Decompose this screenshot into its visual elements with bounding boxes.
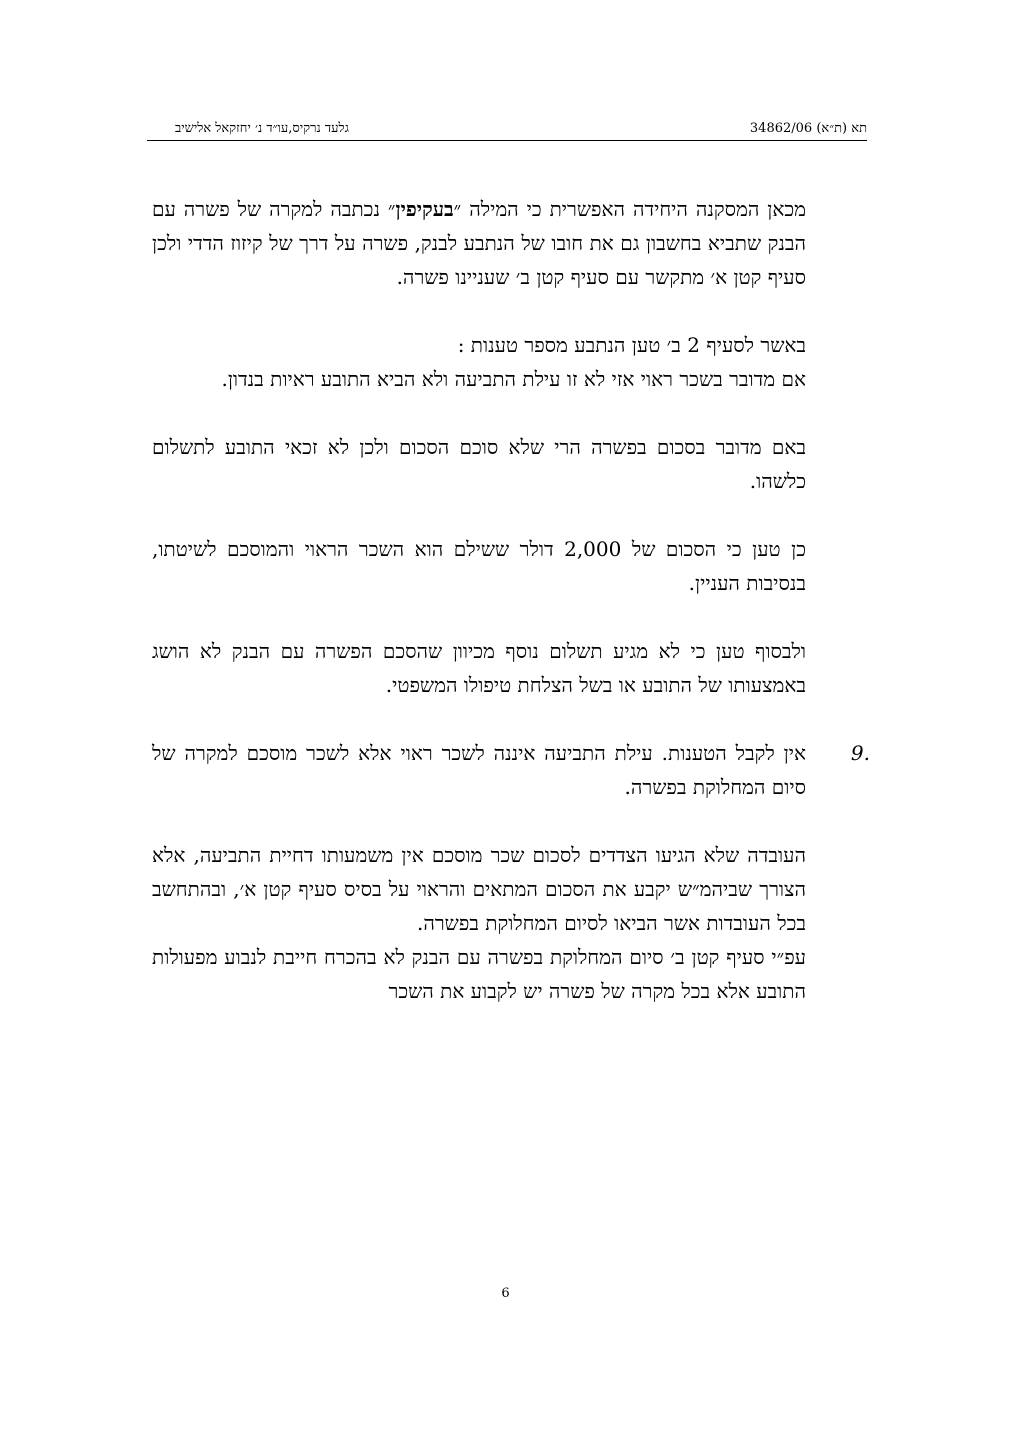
paragraph-claim-final: ולבסוף טען כי לא מגיע תשלום נוסף מכיוון שהסכם הפשרה עם הבנק לא הושג באמצעותו של התובע או בשל הצלחת טיפולו המשפטי. bbox=[152, 639, 806, 697]
case-title: גלעד נרקיס,עו״ד נ׳ יחזקאל אלישיב bbox=[175, 121, 349, 136]
case-number: תא (ת״א) 34862/06 bbox=[749, 121, 867, 136]
page-number: 6 bbox=[501, 1286, 510, 1301]
numbered-paragraph-text: אין לקבל הטענות. עילת התביעה איננה לשכר ראוי אלא לשכר מוסכם למקרה של סיום המחלוקת בפשרה. bbox=[152, 741, 806, 799]
paragraph-claim-fair-fee: אם מדובר בשכר ראוי אזי לא זו עילת התביעה ולא הביא התובע ראיות בנדון. bbox=[221, 367, 806, 391]
paragraph-agreed-fee: העובדה שלא הגיעו הצדדים לסכום שכר מוסכם אין משמעותו דחיית התביעה, אלא הצורך שביהמ״ש יקבע את הסכום המתאים והראוי על בסיס סעיף קטן א׳, ובהתחשב בכל העובדות אשר הביאו לסיום המחלוקת בפשרה. bbox=[152, 843, 806, 935]
page-header bbox=[147, 118, 867, 141]
paragraph-conclusion-start: מכאן המסקנה היחידה האפשרית כי המילה ״ bbox=[453, 197, 807, 221]
emphasized-word: בעקיפין bbox=[395, 197, 454, 221]
document-body bbox=[152, 192, 870, 1008]
paragraph-number: 9. bbox=[850, 741, 870, 765]
paragraph-claim-amount: כן טען כי הסכום של 2,000 דולר ששילם הוא השכר הראוי והמוסכם לשיטתו, בנסיבות העניין. bbox=[152, 537, 806, 595]
paragraph-conclusion bbox=[152, 192, 806, 294]
paragraph-subsection-b: עפ״י סעיף קטן ב׳ סיום המחלוקת בפשרה עם הבנק לא בהכרח חייבת לנבוע מפעולות התובע אלא בכל מקרה של פשרה יש לקבוע את השכר bbox=[152, 945, 806, 1003]
paragraph-conclusion-end: ״ נכתבה למקרה של פשרה עם הבנק שתביא בחשבון גם את חובו של הנתבע לבנק, פשרה על דרך של קיזוז הדדי ולכן סעיף קטן א׳ מתקשר עם סעיף קטן ב׳ שעניינו פשרה. bbox=[152, 197, 806, 289]
paragraph-claims-intro: באשר לסעיף 2 ב׳ טען הנתבע מספר טענות : bbox=[457, 333, 806, 357]
paragraph-claim-settlement: באם מדובר בסכום בפשרה הרי שלא סוכם הסכום ולכן לא זכאי התובע לתשלום כלשהו. bbox=[152, 435, 806, 493]
numbered-paragraph bbox=[152, 736, 870, 804]
